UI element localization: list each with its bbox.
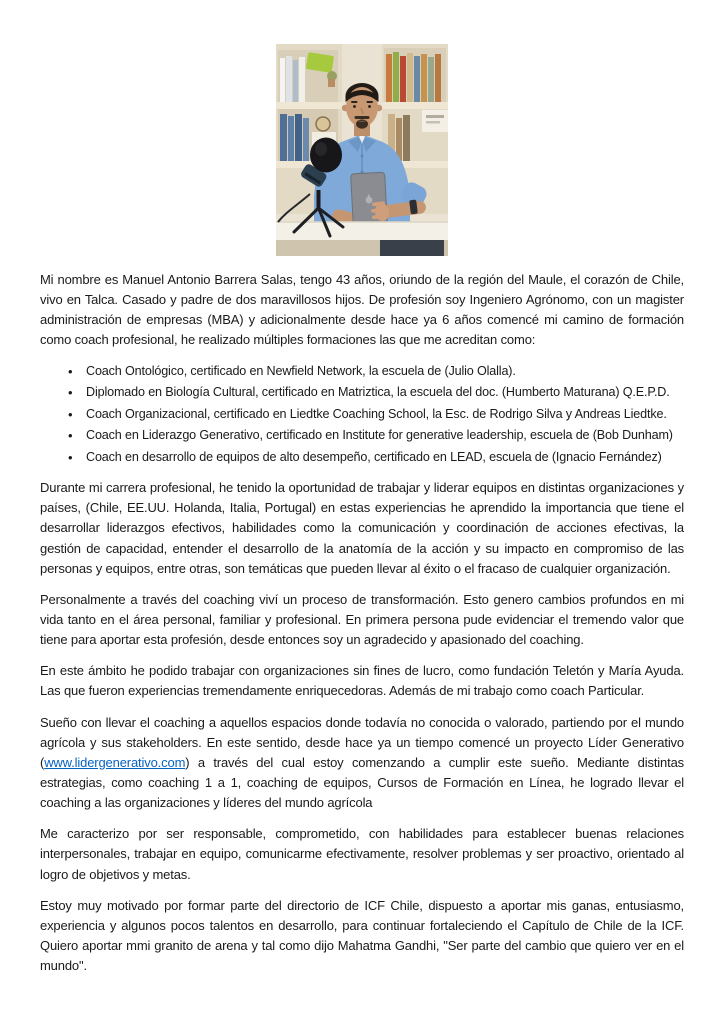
list-item: • Coach Organizacional, certificado en Liedtke Coaching School, la Esc. de Rodrigo Silva y Andreas Liedtke. (68, 405, 684, 425)
paragraph-motivation: Estoy muy motivado por formar parte del directorio de ICF Chile, dispuesto a aportar mis ganas, entusiasmo, experiencia y algunos pocos talentos en desarrollo, para continuar fortaleciendo el Capítulo de Chile de la ICF. Quiero aportar mmi granito de arena y tal como dijo Mahatma Gandhi, "Ser parte del cambio que quiero ver en el mundo". (40, 897, 684, 974)
paragraph-nonprofit: En este ámbito he podido trabajar con organizaciones sin fines de lucro, como fundación Teletón y María Ayuda. Las que fueron experiencias tremendamente enriquecedoras. Además de mi trabajo como coach Particular. (40, 663, 684, 699)
list-item: • Coach Ontológico, certificado en Newfield Network, la escuela de (Julio Olalla). (68, 362, 684, 382)
paragraph-dream-after-link: ) a través del cual estoy comenzando a cumplir este sueño. Mediante distintas estrategias, como coaching 1 a 1, coaching de equipos, Cursos de Formación en Línea, he logrado llevar el coaching a las organizaciones y líderes del mundo agrícola (40, 754, 684, 811)
certifications-list (40, 362, 684, 468)
paragraph-dream-before-link: Sueño con llevar el coaching a aquellos espacios donde todavía no conocida o valorado, partiendo por el mundo agrícola y sus stakeholders. En este sentido, desde hace ya un tiempo comencé un proyecto Líder Generativo ( (40, 714, 684, 770)
list-item: • Diplomado en Biología Cultural, certificado en Matriztica, la escuela del doc. (Humberto Maturana) Q.E.P.D. (68, 383, 684, 403)
list-item: • Coach en desarrollo de equipos de alto desempeño, certificado en LEAD, escuela de (Ignacio Fernández) (68, 448, 684, 468)
lidergenerativo-link[interactable]: www.lidergenerativo.com (44, 754, 186, 770)
paragraph-career: Durante mi carrera profesional, he tenido la oportunidad de trabajar y liderar equipos en distintas organizaciones y países, (Chile, EE.UU. Holanda, Italia, Portugal) en estas experiencias he aprendido la importancia que tiene el desarrollar liderazgos efectivos, habilidades como la comunicación y coordinación de acciones efectivas, la gestión de capacidad, entender el desarrollo de la anatomía de la acción y su impacto en compromiso de las personas y equipos, entre otras, son temáticas que pueden llevar al éxito o el fracaso de cualquier organización. (40, 480, 684, 576)
paragraph-personal: Personalmente a través del coaching viví un proceso de transformación. Esto genero cambios profundos en mi vida tanto en el área personal, familiar y profesional. En primera persona pude evidenciar el tremendo valor que tiene para aportar esta profesión, desde entonces soy un agradecido y apasionado del coaching. (40, 591, 684, 648)
document-body (0, 270, 724, 976)
paragraph-intro: Mi nombre es Manuel Antonio Barrera Salas, tengo 43 años, oriundo de la región del Maule, el corazón de Chile, vivo en Talca. Casado y padre de dos maravillosos hijos. De profesión soy Ingeniero Agrónomo, con un magister administración de empresas (MBA) y adicionalmente desde hace ya 6 años comencé mi camino de formación como coach profesional, he realizado múltiples formaciones las que me acreditan como: (40, 272, 684, 348)
list-item: • Coach en Liderazgo Generativo, certificado en Institute for generative leadership, escuela de (Bob Dunham) (68, 426, 684, 446)
profile-photo-illustration (276, 44, 448, 256)
profile-photo (276, 44, 448, 256)
paragraph-dream (40, 713, 684, 814)
paragraph-character: Me caracterizo por ser responsable, comprometido, con habilidades para establecer buenas relaciones interpersonales, trabajar en equipo, comunicarme efectivamente, resolver problemas y ser proactivo, orientado al logro de objetivos y metas. (40, 826, 684, 882)
